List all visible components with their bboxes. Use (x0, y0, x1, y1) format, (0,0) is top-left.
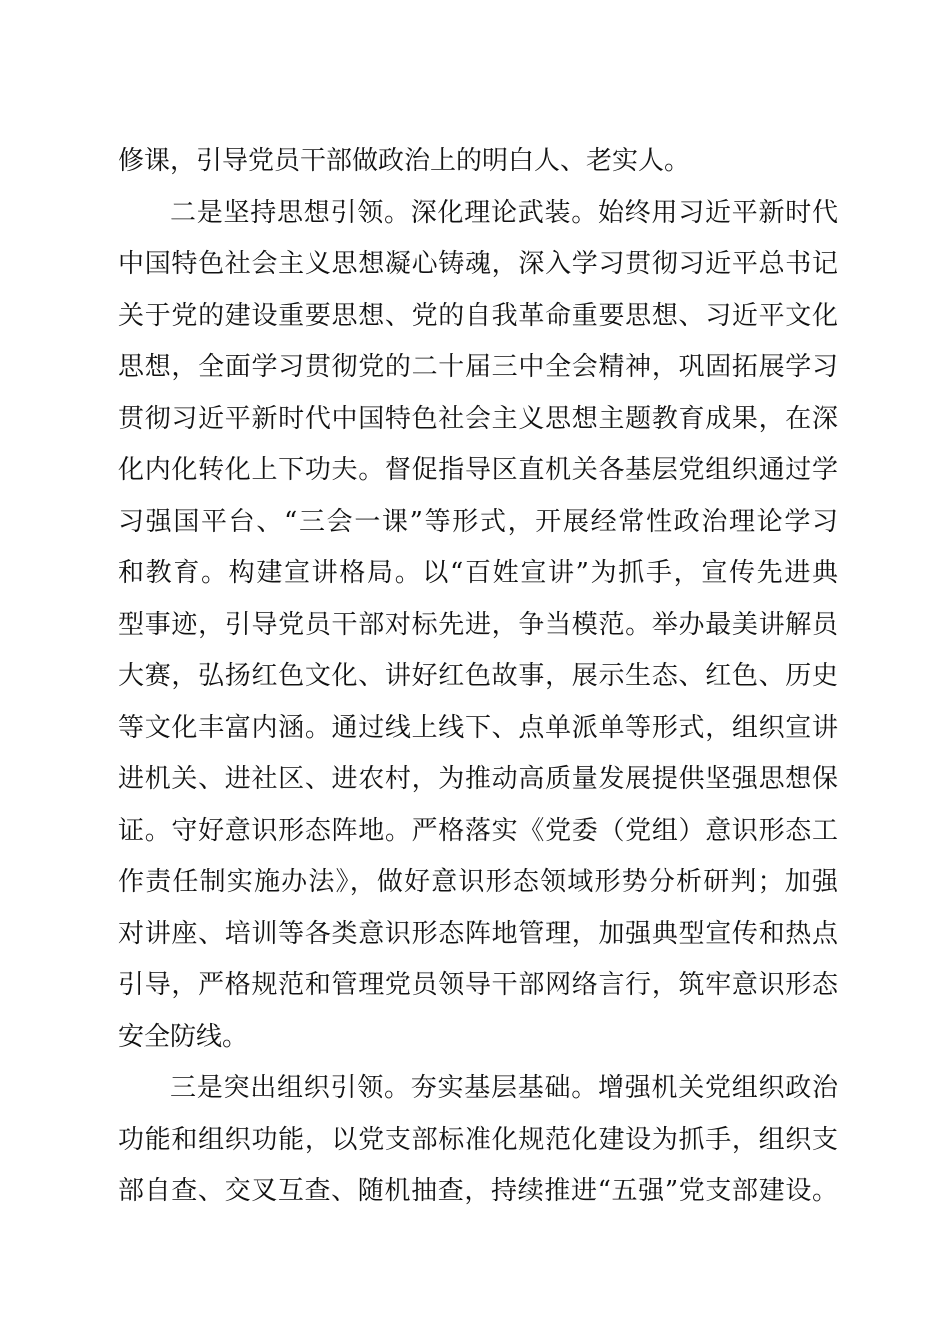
text-line: 中国特色社会主义思想凝心铸魂，深入学习贯彻习近平总书记 (118, 249, 838, 279)
text-line: 二是坚持思想引领。深化理论武装。始终用习近平新时代 (170, 197, 838, 228)
text-line: 关于党的建设重要思想、党的自我革命重要思想、习近平文化 (118, 300, 838, 331)
text-line: 思想，全面学习贯彻党的二十届三中全会精神，巩固拓展学习 (118, 352, 838, 382)
document-body (118, 136, 838, 1218)
text-line: 进机关、进社区、进农村，为推动高质量发展提供坚强思想保 (118, 764, 838, 794)
text-line: 习强国平台、“三会一课”等形式，开展经常性政治理论学习 (118, 506, 838, 537)
text-line: 大赛，弘扬红色文化、讲好红色故事，展示生态、红色、历史 (118, 661, 838, 691)
text-line: 作责任制实施办法》，做好意识形态领域形势分析研判；加强 (118, 867, 838, 897)
text-line: 对讲座、培训等各类意识形态阵地管理，加强典型宣传和热点 (118, 918, 838, 949)
text-line: 和教育。构建宣讲格局。以“百姓宣讲”为抓手，宣传先进典 (118, 558, 838, 588)
text-line: 等文化丰富内涵。通过线上线下、点单派单等形式，组织宣讲 (118, 712, 838, 743)
text-line: 型事迹，引导党员干部对标先进，争当模范。举办最美讲解员 (118, 609, 838, 640)
text-line: 化内化转化上下功夫。督促指导区直机关各基层党组织通过学 (118, 455, 838, 485)
text-line: 修课，引导党员干部做政治上的明白人、老实人。 (118, 146, 691, 176)
text-line: 部自查、交叉互查、随机抽查，持续推进“五强”党支部建设。 (118, 1176, 838, 1206)
text-line: 功能和组织功能，以党支部标准化规范化建设为抓手，组织支 (118, 1124, 838, 1155)
text-line: 三是突出组织引领。夯实基层基础。增强机关党组织政治 (170, 1073, 838, 1103)
text-line: 贯彻习近平新时代中国特色社会主义思想主题教育成果，在深 (118, 403, 838, 434)
text-line: 安全防线。 (118, 1021, 249, 1052)
text-line: 引导，严格规范和管理党员领导干部网络言行，筑牢意识形态 (118, 970, 838, 1000)
text-line: 证。守好意识形态阵地。严格落实《党委（党组）意识形态工 (118, 815, 838, 846)
